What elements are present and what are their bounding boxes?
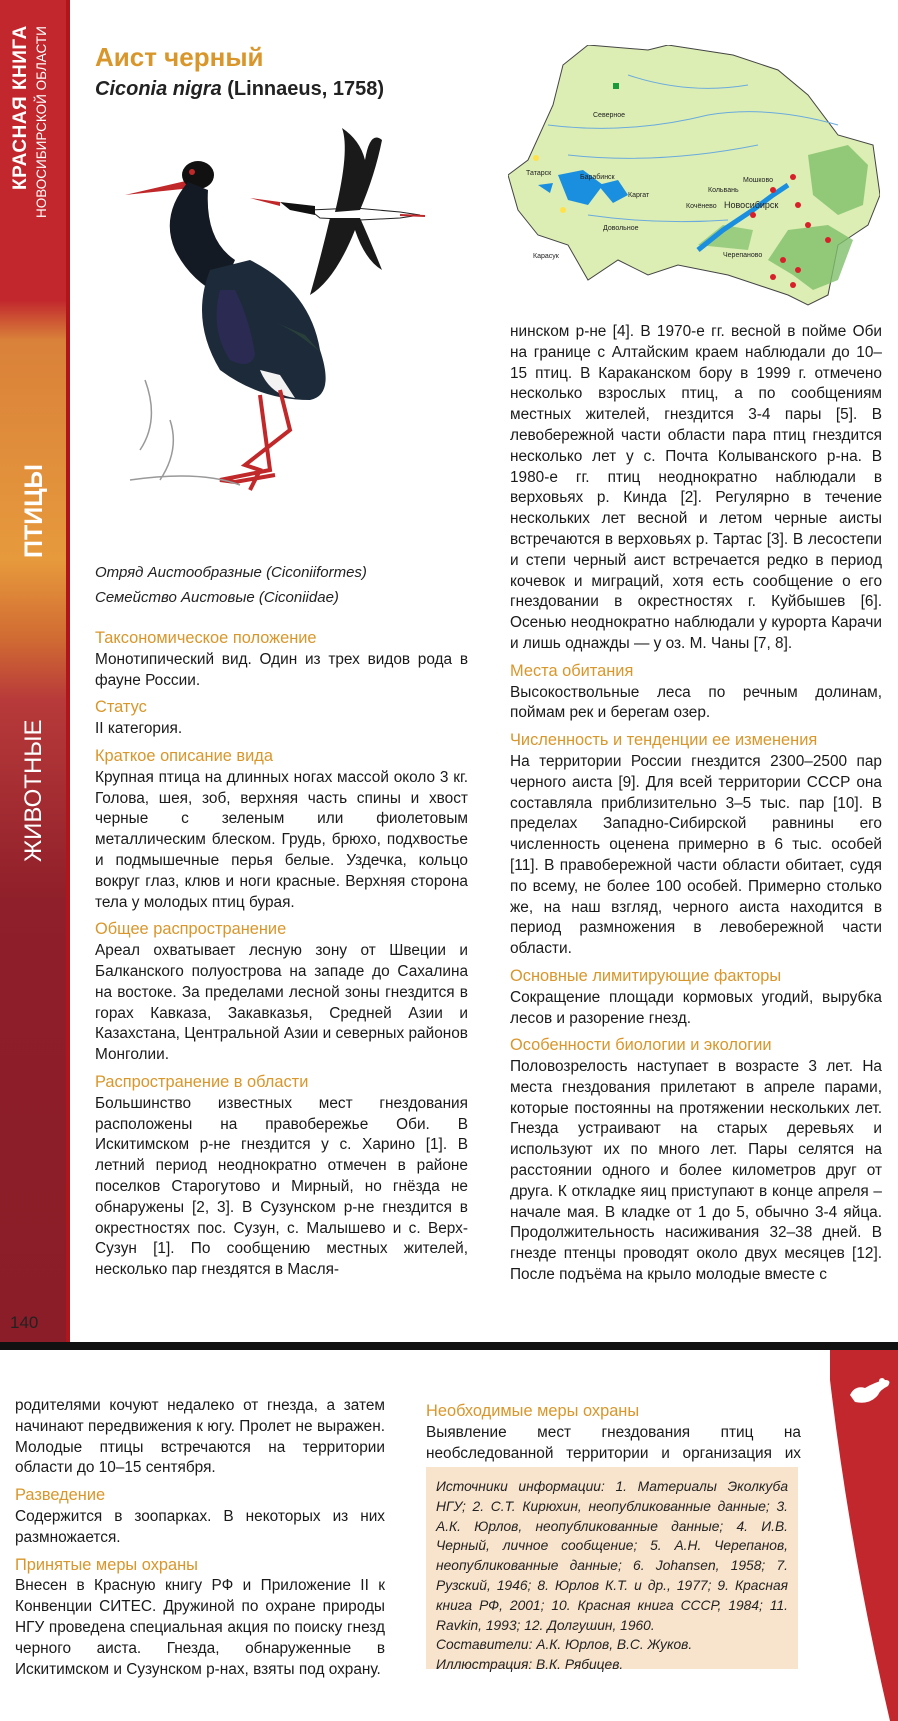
book-title-vertical: КРАСНАЯ КНИГА [10,25,31,190]
para-breeding: Содержится в зоопарках. В некоторых из них размножается. [15,1507,385,1546]
para-general-distribution: Ареал охватывает лесную зону от Швеции и Балканского полуострова на западе до Сахалина на востоке. За пределами лесной зоны гнездится в горах Кавказа, Закавказья, Средней Азии и Казахстана, Центральной Азии и северных районов Монголии. [95,942,468,1064]
map-label-severnoe: Северное [593,112,626,119]
map-label-dovolnoe: Довольное [603,225,639,232]
sources-list: Источники информации: 1. Материалы Эколкуба НГУ; 2. С.Т. Кирюхин, неопубликованные данные; 3. А.К. Юрлов, неопубликованные данные; 4. И.В. Черный, личное сообщение; 5. А.Н. Черепанов, неопубликованные данные; 6. Johansen, 1958; 7. Рузский, 1946; 8. Юрлов К.Т. и др., 1977; 9. Красная книга РФ, 2001; 10. Красная книга СССР, 1984; 11. Ravkin, 1993; 12. Долгушин, 1960. [436,1479,788,1633]
para-status: II категория. [95,720,183,738]
para-limiting-factors: Сокращение площади кормовых угодий, вырубка лесов и разорение гнезд. [510,988,882,1027]
heading-numbers: Численность и тенденции ее изменения [510,731,818,750]
latin-author: (Linnaeus, 1758) [227,78,384,100]
map-label-kargat: Каргат [628,192,650,199]
map-label-kolyvan: Кольвань [708,187,739,194]
distribution-map [508,45,880,327]
para-biology-continued: родителями кочуют недалеко от гнезда, а затем начинают передвижения к югу. Пролет не выражен. Молодые птицы встречаются на территории области до 10–15 сентября. [15,1397,385,1477]
map-label-tatarsk: Татарск [526,170,552,177]
map-label-cherepanovo: Черепаново [723,252,763,259]
kingdom-vertical: ЖИВОТНЫЕ [20,719,47,862]
heading-biology: Особенности биологии и экологии [510,1036,772,1055]
para-biology: Половозрелость наступает в возрасте 3 лет. На места гнездования прилетают в апреле парами, которые постоянны на протяжении нескольких лет. Гнезда устраивают на старых деревьях и используют их по много лет. Пары селятся на расстоянии одного и более километров друг от друга. К откладке яиц приступают в конце апреля – начале мая. В кладке от 1 до 5, обычно 3-4 яйца. Продолжительность насиживания 32–38 дней. В гнезде птенцы проводят около двух месяцев [12]. После подъёма на крыло молодые вместе с [510,1058,882,1284]
sources-box [426,1467,798,1673]
map-label-moshkovo: Мошково [743,177,773,184]
sources-illustration: Иллюстрация: В.К. Рябицев. [436,1657,624,1673]
heading-habitat: Места обитания [510,661,634,680]
para-distribution-continued: нинском р-не [4]. В 1970-е гг. весной в пойме Оби на границе с Алтайским краем наблюдали до 10–15 птиц. В Караканском бору в 1999 г. отмечено несколько взрослых птиц, а по сообщениям местных жителей, гнездится 3-4 пары [5]. В левобережной части области пара птиц гнездится несколько лет у с. Почта Колыванского р-на. В 1980-е гг. птиц неоднократно наблюдали в верховьях р. Кинда [2]. Регулярно в течение нескольких лет весной и летом черные аисты встречаются в верховьях р. Тартас [3]. В лесостепи и степи черный аист встречается редко в период кочевок и миграций, хотя есть сообщение о его гнездовании в окрестностях г. Куйбышев [6]. Осенью неоднократно наблюдали у курорта Карачи и лишь однажды — у оз. М. Чаны [7, 8]. [510,323,882,652]
section-tab [830,1350,898,1721]
para-measures-taken: Внесен в Красную книгу РФ и Приложение II к Конвенции СИТЕС. Дружиной по охране природы НГУ проведена специальная акция по поиску гнезд черного аиста. Гнезда, обнаруженные в Искитимском и Сузунском р-нах, взяты под охрану. [15,1577,385,1678]
species-title: Аист черный [95,42,264,72]
heading-measures-taken: Принятые меры охраны [15,1555,198,1574]
text-column-2 [510,322,882,1290]
map-label-barabinsk: Барабинск [580,174,615,181]
section-vertical: ПТИЦЫ [20,464,48,558]
species-latin [95,78,384,101]
flying-stork-icon [250,128,425,295]
side-band [0,0,66,1342]
side-band-edge [66,0,70,1342]
heading-needed-measures: Необходимые меры охраны [426,1402,640,1420]
para-regional-distribution: Большинство известных мест гнездования расположены на правобережье Оби. В Искитимском р-не гнездится у с. Харино [1]. В летний период неоднократно отмечен в районе поселков Старогутово и Мирный, но гнёзда не обнаружены [2, 3]. В Сузунском р-не гнездится в окрестностях пос. Сузун, с. Малышево и с. Верх-Сузун [1]. По сообщению местных жителей, несколько пар гнездятся в Масля- [95,1094,468,1279]
para-habitat: Высокоствольные леса по речным долинам, поймам рек и берегам озер. [510,683,882,722]
map-label-novosibirsk: Новосибирск [724,200,779,210]
para-needed-measures: Выявление мест гнездования птиц на необследованной территории и организация их [426,1423,801,1462]
sources-authors: Составители: А.К. Юрлов, В.С. Жуков. [436,1637,693,1653]
heading-taxonomy: Таксономическое положение [95,629,317,647]
family-line: Семейство Аистовые (Ciconiidae) [95,589,339,606]
heading-breeding: Разведение [15,1486,106,1505]
map-label-kochenevo: Кочёнево [686,203,717,210]
heading-limiting-factors: Основные лимитирующие факторы [510,966,782,985]
heading-regional-distribution: Распространение в области [95,1072,309,1091]
stork-illustration [120,120,500,540]
text-column-3 [15,1396,385,1684]
text-column-1 [95,622,468,1285]
page-number: 140 [10,1313,39,1332]
heading-status: Статус [95,698,147,717]
latin-name: Ciconia nigra [95,78,222,100]
para-description: Крупная птица на длинных ногах массой около 3 кг. Голова, шея, зоб, верхняя часть спины и хвост черные с зеленым или фиолетовым металлическим блеском. Грудь, брюхо, подхвостье и подмышечные перья белые. Уздечка, кольцо вокруг глаз, клюв и ноги красные. Верхняя сторона тела у молодых птиц бурая. [95,768,468,911]
region-vertical: НОВОСИБИРСКОЙ ОБЛАСТИ [34,26,49,218]
heading-general-distribution: Общее распространение [95,920,287,939]
para-numbers: На территории России гнездится 2300–2500 пар черного аиста [9]. Для всей территории СССР она составляла приблизительно 3–5 тыс. пар [10]. В пределах Западно-Сибирской равнины его численность оценена примерно в 6 тыс. особей [11]. В правобережной части области обитает, судя по всему, не более 100 особей. Примерно столько же, на наш взгляд, черного аиста находится в период размножения в левобережной части области. [510,752,882,958]
para-taxonomy: Монотипический вид. Один из трех видов рода в фауне России. [95,650,468,689]
page-divider [0,1342,898,1350]
order-line: Отряд Аистообразные (Ciconiiformes) [95,564,367,581]
heading-description: Краткое описание вида [95,746,273,765]
map-label-karasuk: Карасук [533,253,559,260]
